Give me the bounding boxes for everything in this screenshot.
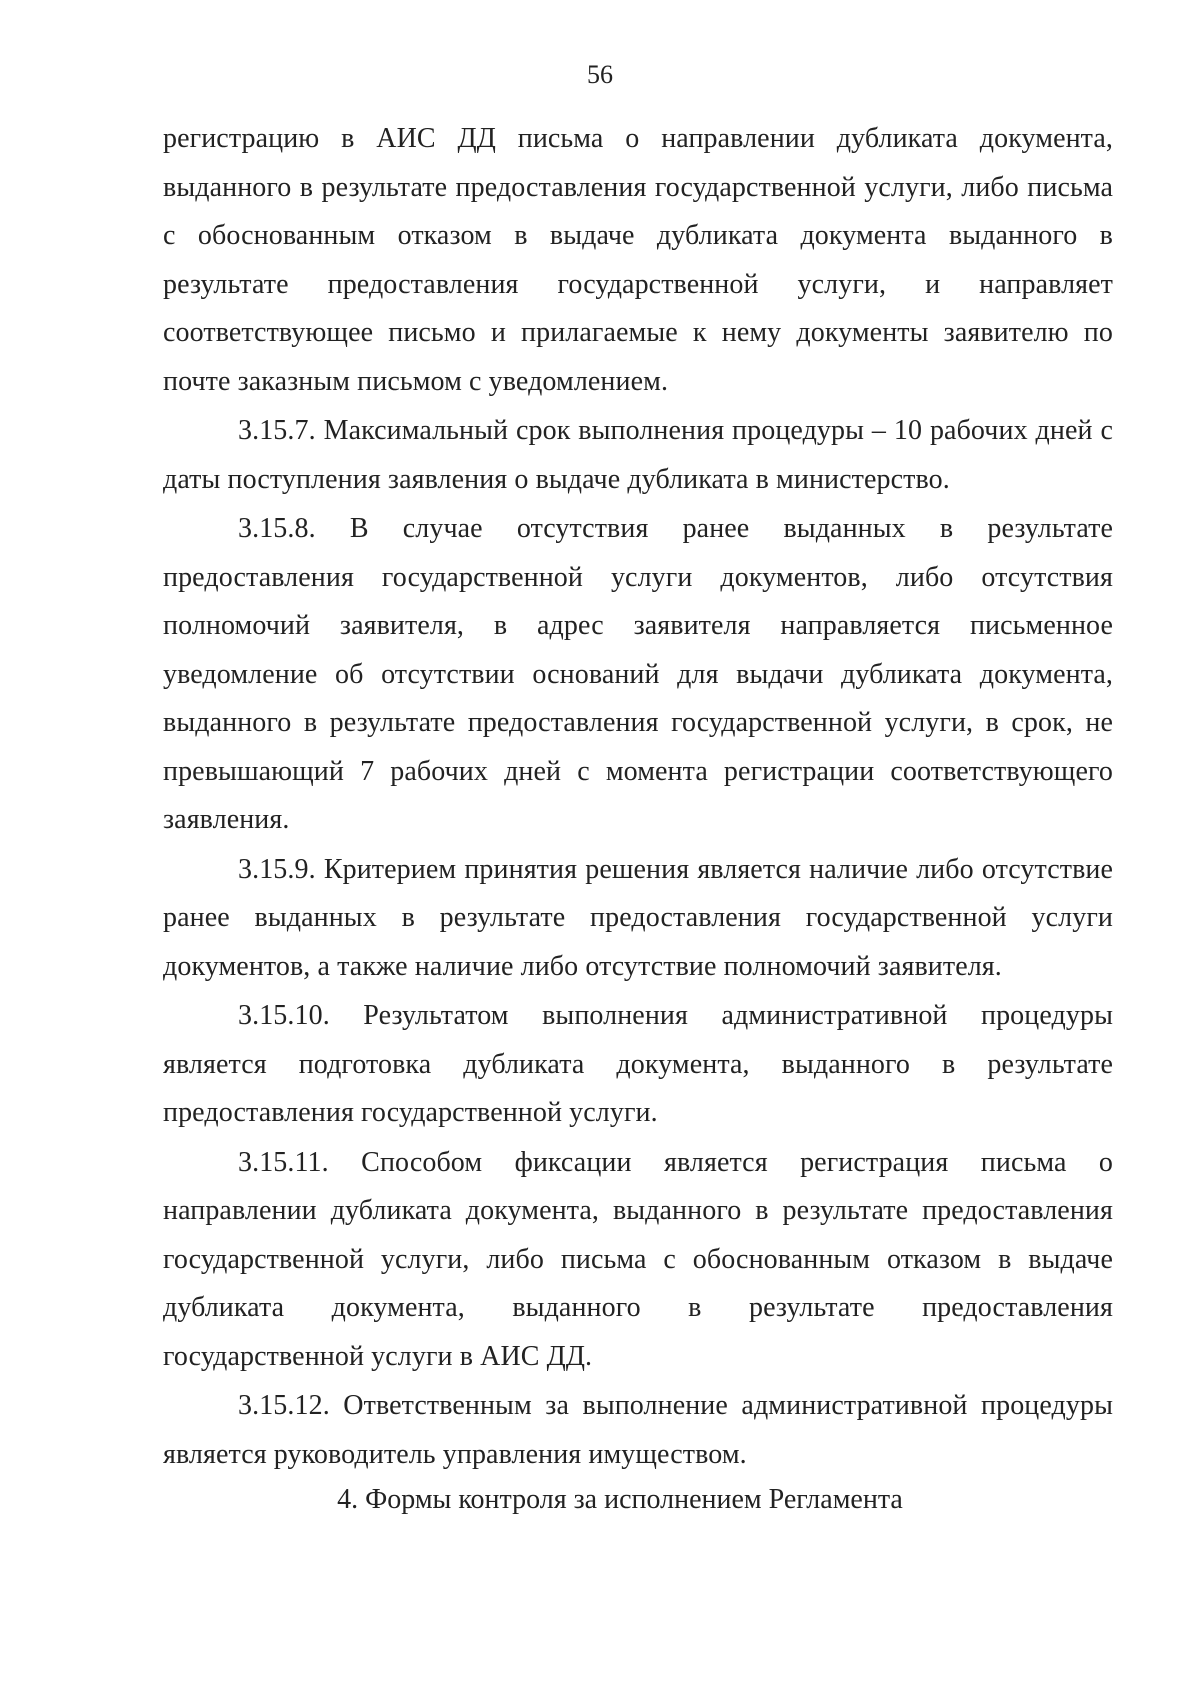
paragraph-3-15-9: 3.15.9. Критерием принятия решения является наличие либо отсутствие ранее выданных в результате предоставления государственной услуги документов, а также наличие либо отсутствие полномочий заявителя. xyxy=(163,853,1113,982)
paragraph-3-15-11: 3.15.11. Способом фиксации является регистрация письма о направлении дубликата документа, выданного в результате предоставления государственной услуги, либо письма с обоснованным отказом в выдаче дубликата документа, выданного в результате предоставления государственной услуги в АИС ДД. xyxy=(163,1146,1113,1372)
page-number: 56 xyxy=(587,60,613,89)
section-heading: 4. Формы контроля за исполнением Регламента xyxy=(337,1484,903,1515)
paragraph-3-15-8: 3.15.8. В случае отсутствия ранее выданных в результате предоставления государственной услуги документов, либо отсутствия полномочий заявителя, в адрес заявителя направляется письменное уведомление об отсутствии оснований для выдачи дубликата документа, выданного в результате предоставления государственной услуги, в срок, не превышающий 7 рабочих дней с момента регистрации соответствующего заявления. xyxy=(163,513,1113,835)
body-text xyxy=(163,115,1113,1480)
paragraph-3-15-7: 3.15.7. Максимальный срок выполнения процедуры – 10 рабочих дней с даты поступления заявления о выдаче дубликата в министерство. xyxy=(163,415,1113,495)
paragraph-3-15-10: 3.15.10. Результатом выполнения административной процедуры является подготовка дубликата документа, выданного в результате предоставления государственной услуги. xyxy=(163,1000,1113,1128)
paragraph-continuation: регистрацию в АИС ДД письма о направлении дубликата документа, выданного в результате предоставления государственной услуги, либо письма с обоснованным отказом в выдаче дубликата документа выданного в результате предоставления государственной услуги, и направляет соответствующее письмо и прилагаемые к нему документы заявителю по почте заказным письмом с уведомлением. xyxy=(163,123,1113,397)
paragraph-3-15-12: 3.15.12. Ответственным за выполнение административной процедуры является руководитель управления имуществом. xyxy=(163,1390,1113,1470)
